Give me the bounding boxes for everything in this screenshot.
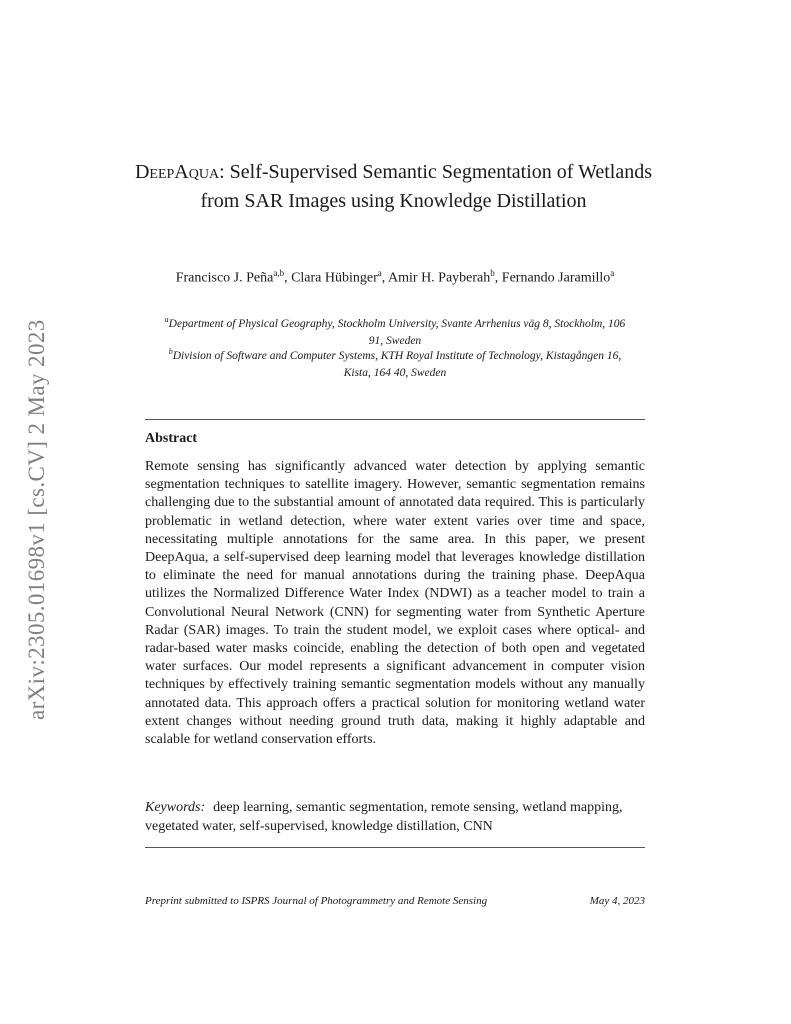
abstract-body: Remote sensing has significantly advanced water detection by applying semantic segmentation techniques to satellite imagery. However, semantic segmentation remains challenging due to the substantial amount of annotated data required. This is particularly problematic in wetland detection, where water extent varies over time and space, necessitating multiple annotations for the same area. In this paper, we present DeepAqua, a self-supervised deep learning model that leverages knowledge distillation to eliminate the need for manual annotations during the training phase. DeepAqua utilizes the Normalized Difference Water Index (NDWI) as a teacher model to train a Convolutional Neural Network (CNN) for segmenting water from Synthetic Aperture Radar (SAR) images. To train the student model, we exploit cases where optical- and radar-based water masks coincide, enabling the detection of both open and vegetated water surfaces. Our model represents a significant advancement in computer vision techniques by effectively training semantic segmentation models without any manually annotated data. This approach offers a practical solution for monitoring wetland water extent changes without needing ground truth data, making it highly adaptable and scalable for wetland conservation efforts. — [145, 459, 645, 748]
abstract-heading: Abstract — [145, 431, 198, 446]
footer-journal: Preprint submitted to ISPRS Journal of Photogrammetry and Remote Sensing — [145, 895, 488, 907]
keywords-label: Keywords: — [145, 800, 206, 815]
affiliation-mark: a — [164, 315, 169, 324]
affiliation-text: Department of Physical Geography, Stockholm University, Svante Arrhenius väg 8, Stockholm, 106 91, Sweden — [168, 317, 626, 347]
divider-bottom — [145, 847, 645, 848]
title-rest: : Self-Supervised Semantic Segmentation of Wetlands from SAR Images using Knowledge Distillation — [200, 161, 653, 212]
keywords — [145, 799, 645, 836]
author-name: Fernando Jaramillo — [501, 270, 611, 286]
author-affiliation-mark: a — [377, 268, 382, 278]
author-name: Clara Hübinger — [291, 270, 378, 286]
affiliation-mark: b — [168, 347, 173, 356]
arxiv-identifier-stamp — [16, 268, 56, 720]
author-name: Francisco J. Peña — [175, 270, 274, 286]
affiliation-text: Division of Software and Computer Systems, KTH Royal Institute of Technology, Kistagången 16, Kista, 164 40, Sweden — [172, 349, 622, 379]
page-footer — [145, 895, 645, 907]
author-affiliation-mark: a — [610, 268, 615, 278]
keywords-text: deep learning, semantic segmentation, remote sensing, wetland mapping, vegetated water, self-supervised, knowledge distillation, CNN — [145, 800, 623, 834]
author-affiliation-mark: b — [490, 268, 495, 278]
arxiv-identifier-text: arXiv:2305.01698v1 [cs.CV] 2 May 2023 — [24, 319, 49, 720]
paper-title — [120, 158, 667, 216]
title-model-name: DeepAqua — [134, 161, 220, 183]
author-affiliation-mark: a,b — [273, 268, 285, 278]
footer-date: May 4, 2023 — [589, 895, 645, 907]
author-name: Amir H. Payberah — [388, 270, 491, 286]
divider-top — [145, 419, 645, 420]
author-list: Francisco J. Peña$^{a,b}$, Clara Hübinger$^a$, Amir H. Payberah$^b$, Fernando Jaramillo$^a$ — [175, 268, 615, 286]
affiliation-b — [160, 343, 630, 382]
